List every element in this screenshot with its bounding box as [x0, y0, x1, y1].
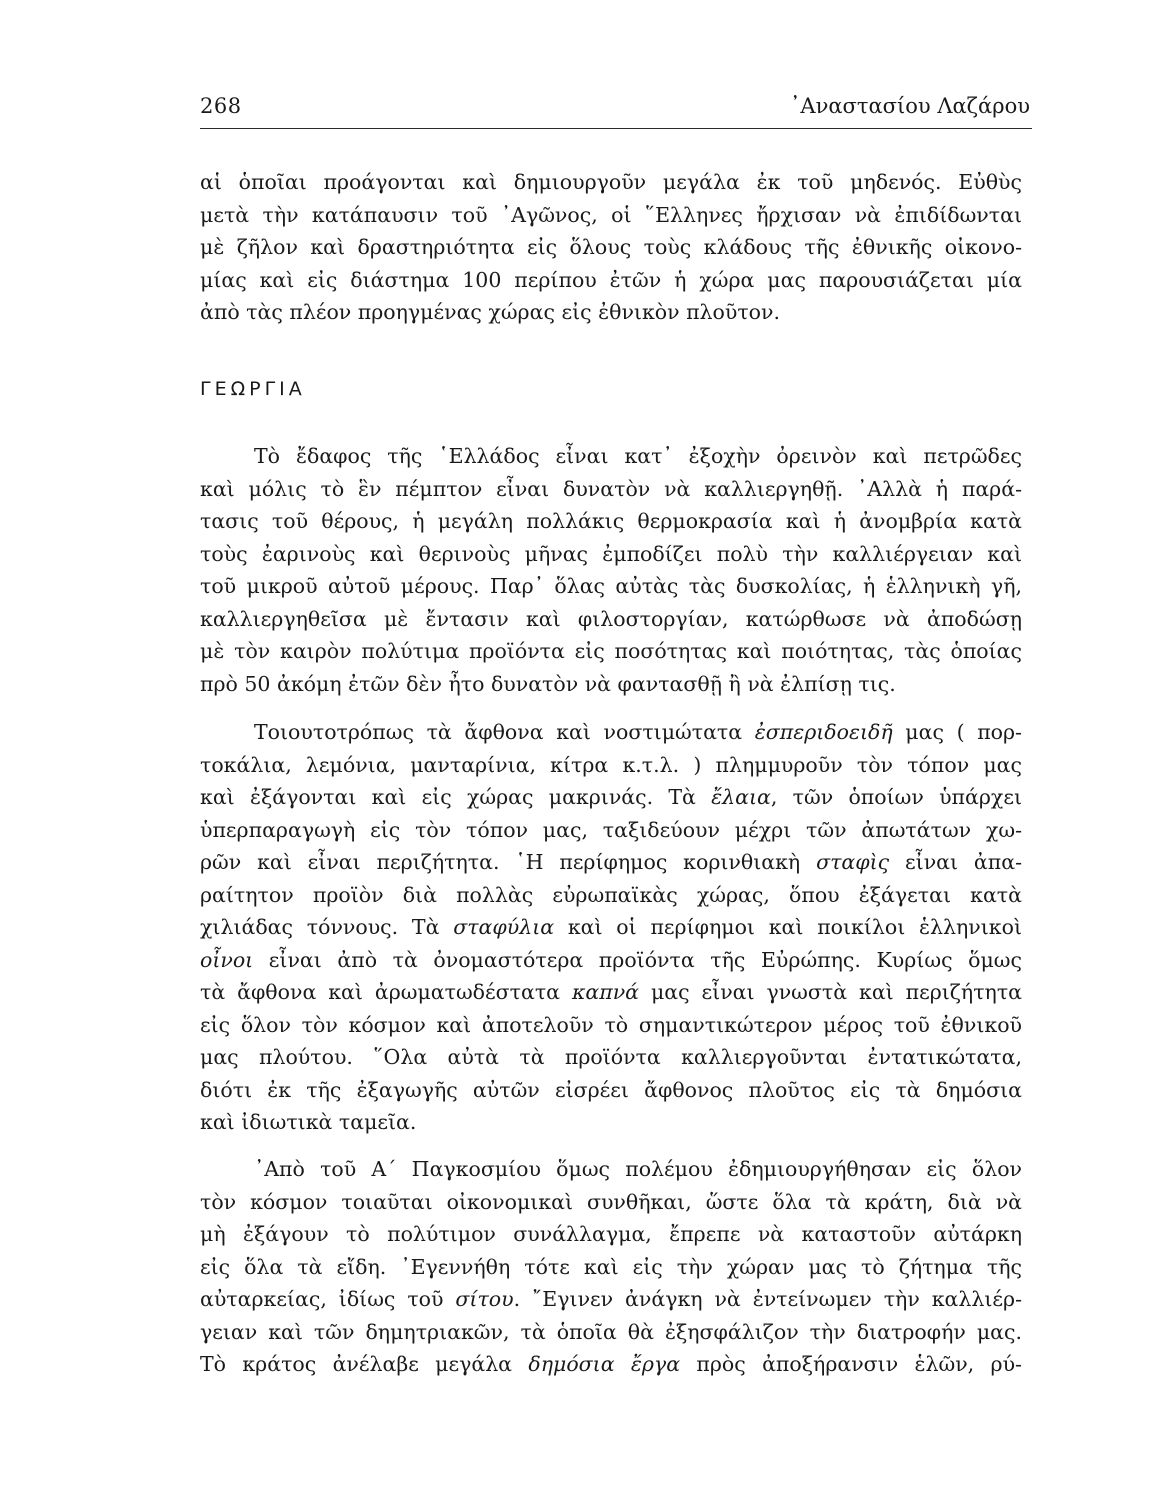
running-head: [200, 94, 1030, 130]
text-line: τασις τοῦ θέρους, ἡ μεγάλη πολλάκις θερμοκρασία καὶ ἡ ἀνομβρία κατὰ: [200, 509, 1022, 533]
text-line: μὲ τὸν καιρὸν πολύτιμα προϊόντα εἰς ποσότητας καὶ ποιότητας, τὰς ὁποίας: [200, 639, 1022, 663]
text-run: ρῶν καὶ εἶναι περιζήτητα. ῾Η περίφημος κορινθιακὴ: [200, 850, 817, 874]
text-line: μας πλούτου. ῞Ολα αὐτὰ τὰ προϊόντα καλλιεργοῦνται ἐντατικώτατα,: [200, 1045, 1022, 1069]
text-line: [200, 976, 1022, 1009]
text-line: τοῦ μικροῦ αὐτοῦ μέρους. Παρ᾿ ὅλας αὐτὰς τὰς δυσκολίας, ἡ ἑλληνικὴ γῆ,: [200, 574, 1022, 598]
text-line: [200, 1348, 1022, 1381]
text-line: ραίτητον προϊὸν διὰ πολλὰς εὐρωπαϊκὰς χώρας, ὅπου ἐξάγεται κατὰ: [200, 882, 1022, 907]
text-line: [200, 846, 1022, 879]
text-run: εἶναι ἀπα-: [889, 850, 1022, 874]
text-line: [200, 1283, 1022, 1316]
text-line: εἰς ὅλα τὰ εἴδη. ᾿Εγεννήθη τότε καὶ εἰς τὴν χώραν μας τὸ ζήτημα τῆς: [200, 1254, 1022, 1279]
text-line: πρὸ 50 ἀκόμη ἐτῶν δὲν ἦτο δυνατὸν νὰ φαντασθῇ ἢ νὰ ἐλπίσῃ τις.: [200, 671, 896, 696]
text-run: Τοιουτοτρόπως τὰ ἄφθονα καὶ νοστιμώτατα: [254, 720, 755, 744]
text-line: μὴ ἐξάγουν τὸ πολύτιμον συνάλλαγμα, ἔπρεπε νὰ καταστοῦν αὐτάρκη: [200, 1222, 1022, 1246]
italic-term: ἔλαια: [711, 785, 771, 809]
text-line: τοκάλια, λεμόνια, μανταρίνια, κίτρα κ.τ.λ. ) πλημμυροῦν τὸν τόπον μας: [200, 752, 1022, 777]
text-run: εἶναι ἀπὸ τὰ ὀνομαστότερα προϊόντα τῆς Εὐρώπης. Κυρίως ὅμως: [253, 947, 1022, 972]
text-line: [200, 944, 1022, 977]
text-line: καλλιεργηθεῖσα μὲ ἔντασιν καὶ φιλοστοργίαν, κατώρθωσε νὰ ἀποδώσῃ: [200, 606, 1022, 631]
section-paragraph-3: [200, 1153, 1022, 1381]
text-line: Τὸ ἔδαφος τῆς ῾Ελλάδος εἶναι κατ᾿ ἐξοχὴν ὀρεινὸν καὶ πετρῶδες: [254, 444, 1022, 468]
text-run: Τὸ κράτος ἀνέλαβε μεγάλα: [200, 1352, 529, 1376]
text-line: [200, 716, 1022, 749]
text-line: [200, 911, 1022, 944]
italic-term: ἐσπεριδοειδῆ: [754, 720, 893, 744]
header-rule: [200, 128, 1032, 129]
text-run: τὰ ἄφθονα καὶ ἀρωματωδέστατα: [200, 980, 572, 1004]
section-paragraph-1: [200, 440, 1022, 700]
text-line: τοὺς ἐαρινοὺς καὶ θερινοὺς μῆνας ἐμποδίζει πολὺ τὴν καλλιέργειαν καὶ: [200, 541, 1022, 566]
text-line: καὶ μόλις τὸ ἓν πέμπτον εἶναι δυνατὸν νὰ καλλιεργηθῇ. ᾿Αλλὰ ἡ παρά-: [200, 476, 1022, 501]
text-run: χιλιάδας τόννους. Τὰ: [200, 915, 454, 939]
text-line: αἱ ὁποῖαι προάγονται καὶ δημιουργοῦν μεγάλα ἐκ τοῦ μηδενός. Εὐθὺς: [200, 170, 1022, 194]
text-line: εἰς ὅλον τὸν κόσμον καὶ ἀποτελοῦν τὸ σημαντικώτερον μέρος τοῦ ἐθνικοῦ: [200, 1012, 1022, 1037]
italic-term: δημόσια ἔργα: [528, 1352, 681, 1376]
italic-term: οἶνοι: [200, 947, 254, 972]
text-line: ὑπερπαραγωγὴ εἰς τὸν τόπον μας, ταξιδεύουν μέχρι τῶν ἀπωτάτων χω-: [200, 817, 1022, 842]
text-line: μετὰ τὴν κατάπαυσιν τοῦ ᾿Αγῶνος, οἱ ῞Ελληνες ἤρχισαν νὰ ἐπιδίδωνται: [200, 202, 1022, 227]
text-line: τὸν κόσμον τοιαῦται οἰκονομικαὶ συνθῆκαι, ὥστε ὅλα τὰ κράτη, διὰ νὰ: [200, 1189, 1022, 1214]
text-line: ᾿Απὸ τοῦ Α΄ Παγκοσμίου ὅμως πολέμου ἐδημιουργήθησαν εἰς ὅλον: [254, 1157, 1022, 1181]
running-title: ᾿Αναστασίου Λαζάρου: [789, 94, 1030, 118]
text-run: μας εἶναι γνωστὰ καὶ περιζήτητα: [639, 980, 1023, 1004]
intro-paragraph: [200, 166, 1022, 329]
text-run: . ῎Εγινεν ἀνάγκη νὰ ἐντείνωμεν τὴν καλλιέρ-: [513, 1287, 1022, 1311]
section-heading: ΓΕΩΡΓΙΑ: [200, 378, 306, 400]
text-line: [200, 781, 1022, 814]
page-number: 268: [200, 94, 242, 118]
italic-term: σταφύλια: [453, 915, 555, 939]
text-run: μας ( πορ-: [892, 720, 1022, 744]
text-run: , τῶν ὁποίων ὑπάρχει: [770, 785, 1022, 809]
text-line: μίας καὶ εἰς διάστημα 100 περίπου ἐτῶν ἡ χώρα μας παρουσιάζεται μία: [200, 267, 1022, 292]
text-line: διότι ἐκ τῆς ἐξαγωγῆς αὐτῶν εἰσρέει ἄφθονος πλοῦτος εἰς τὰ δημόσια: [200, 1077, 1022, 1102]
text-line: γειαν καὶ τῶν δημητριακῶν, τὰ ὁποῖα θὰ ἐξησφάλιζον τὴν διατροφήν μας.: [200, 1319, 1022, 1344]
italic-term: σίτου: [455, 1287, 514, 1311]
text-run: καὶ οἱ περίφημοι καὶ ποικίλοι ἑλληνικοὶ: [554, 915, 1022, 939]
text-line: μὲ ζῆλον καὶ δραστηριότητα εἰς ὅλους τοὺς κλάδους τῆς ἐθνικῆς οἰκονο-: [200, 235, 1022, 259]
italic-term: σταφὶς: [816, 850, 890, 874]
text-run: καὶ ἐξάγονται καὶ εἰς χώρας μακρινάς. Τὰ: [200, 785, 712, 809]
text-line: καὶ ἰδιωτικὰ ταμεῖα.: [200, 1110, 417, 1134]
text-run: αὐταρκείας, ἰδίως τοῦ: [200, 1287, 456, 1311]
section-paragraph-2: [200, 716, 1022, 1139]
italic-term: καπνά: [571, 980, 640, 1004]
text-line: ἀπὸ τὰς πλέον προηγμένας χώρας εἰς ἐθνικὸν πλοῦτον.: [200, 300, 781, 324]
text-run: πρὸς ἀποξήρανσιν ἑλῶν, ρύ-: [680, 1352, 1022, 1376]
